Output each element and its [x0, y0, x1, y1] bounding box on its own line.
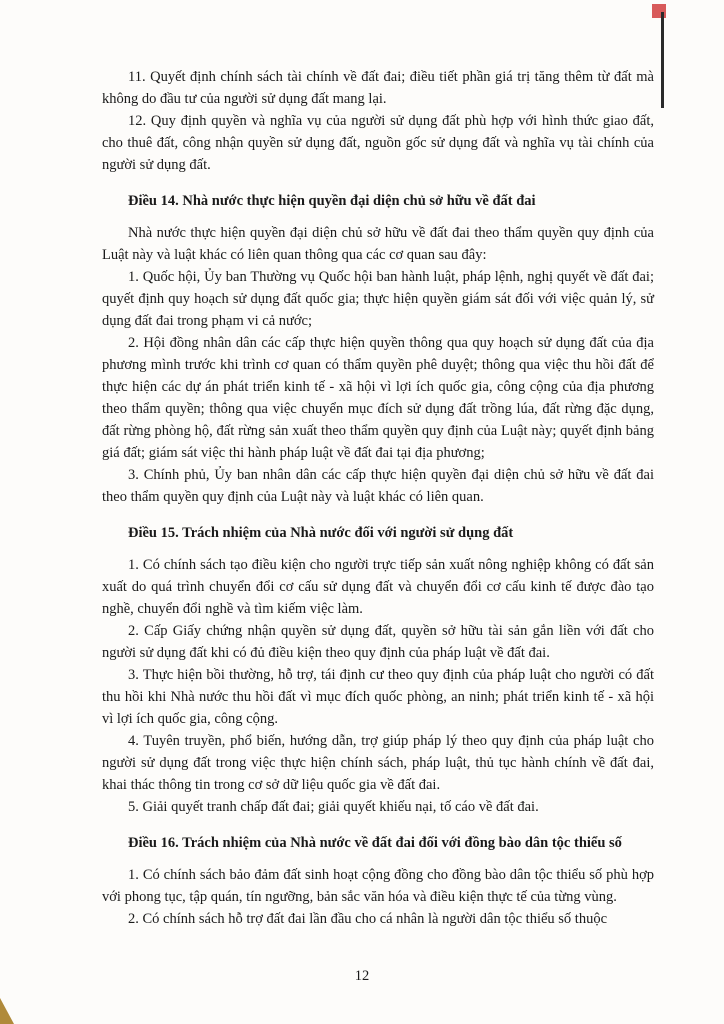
article-15-item-3: 3. Thực hiện bồi thường, hỗ trợ, tái định cư theo quy định của pháp luật cho người có đất thu hồi khi Nhà nước thu hồi đất vì mục đích quốc phòng, an ninh; phát triển kinh tế - xã hội vì lợi ích quốc gia, công cộng.	[102, 667, 654, 727]
article-16-item-2: 2. Có chính sách hỗ trợ đất đai lần đầu cho cá nhân là người dân tộc thiểu số thuộc	[128, 911, 608, 927]
scan-edge-line	[661, 12, 664, 108]
article-14-intro: Nhà nước thực hiện quyền đại diện chủ sở hữu về đất đai theo thẩm quyền quy định của Luật này và luật khác có liên quan thông qua các cơ quan sau đây:	[102, 225, 654, 263]
article-14-item-3: 3. Chính phủ, Ủy ban nhân dân các cấp thực hiện quyền đại diện chủ sở hữu về đất đai theo thẩm quyền quy định của Luật này và luật khác có liên quan.	[102, 467, 654, 505]
article-16-heading: Điều 16. Trách nhiệm của Nhà nước về đất đai đối với đồng bào dân tộc thiểu số	[128, 835, 622, 851]
article-14-item-2: 2. Hội đồng nhân dân các cấp thực hiện quyền thông qua quy hoạch sử dụng đất của địa phương mình trước khi trình cơ quan có thẩm quyền phê duyệt; thông qua việc thu hồi đất để thực hiện các dự án phát triển kinh tế - xã hội vì lợi ích quốc gia, công cộng của địa phương theo thẩm quyền; thông qua việc chuyển mục đích sử dụng đất trồng lúa, đất rừng đặc dụng, đất rừng phòng hộ, đất rừng sản xuất theo thẩm quyền quy định của Luật này; quyết định bảng giá đất; giám sát việc thi hành pháp luật về đất đai tại địa phương;	[102, 335, 654, 461]
page-content	[102, 66, 654, 930]
paragraph-12: 12. Quy định quyền và nghĩa vụ của người sử dụng đất phù hợp với hình thức giao đất, cho thuê đất, công nhận quyền sử dụng đất, nguồn gốc sử dụng đất và nghĩa vụ tài chính của người sử dụng đất.	[102, 113, 654, 173]
article-15-item-1: 1. Có chính sách tạo điều kiện cho người trực tiếp sản xuất nông nghiệp không có đất sản xuất do quá trình chuyển đổi cơ cấu sử dụng đất và chuyển đổi cơ cấu kinh tế được đào tạo nghề, chuyển đổi nghề và tìm kiếm việc làm.	[102, 557, 654, 617]
article-15-item-5: 5. Giải quyết tranh chấp đất đai; giải quyết khiếu nại, tố cáo về đất đai.	[128, 799, 539, 815]
article-15-item-2: 2. Cấp Giấy chứng nhận quyền sử dụng đất, quyền sở hữu tài sản gắn liền với đất cho người sử dụng đất khi có đủ điều kiện theo quy định của pháp luật về đất đai.	[102, 623, 654, 661]
article-16-item-1: 1. Có chính sách bảo đảm đất sinh hoạt cộng đồng cho đồng bào dân tộc thiểu số phù hợp với phong tục, tập quán, tín ngưỡng, bản sắc văn hóa và điều kiện thực tế của từng vùng.	[102, 867, 654, 905]
article-15-heading: Điều 15. Trách nhiệm của Nhà nước đối với người sử dụng đất	[128, 525, 514, 541]
article-15-item-4: 4. Tuyên truyền, phổ biến, hướng dẫn, trợ giúp pháp lý theo quy định của pháp luật cho người sử dụng đất trong việc thực hiện chính sách, pháp luật, thủ tục hành chính về đất đai, khai thác thông tin trong cơ sở dữ liệu quốc gia về đất đai.	[102, 733, 654, 793]
scan-corner-shadow	[0, 998, 14, 1024]
page-number: 12	[354, 968, 370, 984]
paragraph-11: 11. Quyết định chính sách tài chính về đất đai; điều tiết phần giá trị tăng thêm từ đất mà không do đầu tư của người sử dụng đất mang lại.	[102, 69, 654, 107]
article-14-heading: Điều 14. Nhà nước thực hiện quyền đại diện chủ sở hữu về đất đai	[128, 193, 536, 209]
article-14-item-1: 1. Quốc hội, Ủy ban Thường vụ Quốc hội ban hành luật, pháp lệnh, nghị quyết về đất đai; quyết định quy hoạch sử dụng đất quốc gia; thực hiện quyền giám sát đối với việc quản lý, sử dụng đất đai trong phạm vi cả nước;	[102, 269, 654, 329]
